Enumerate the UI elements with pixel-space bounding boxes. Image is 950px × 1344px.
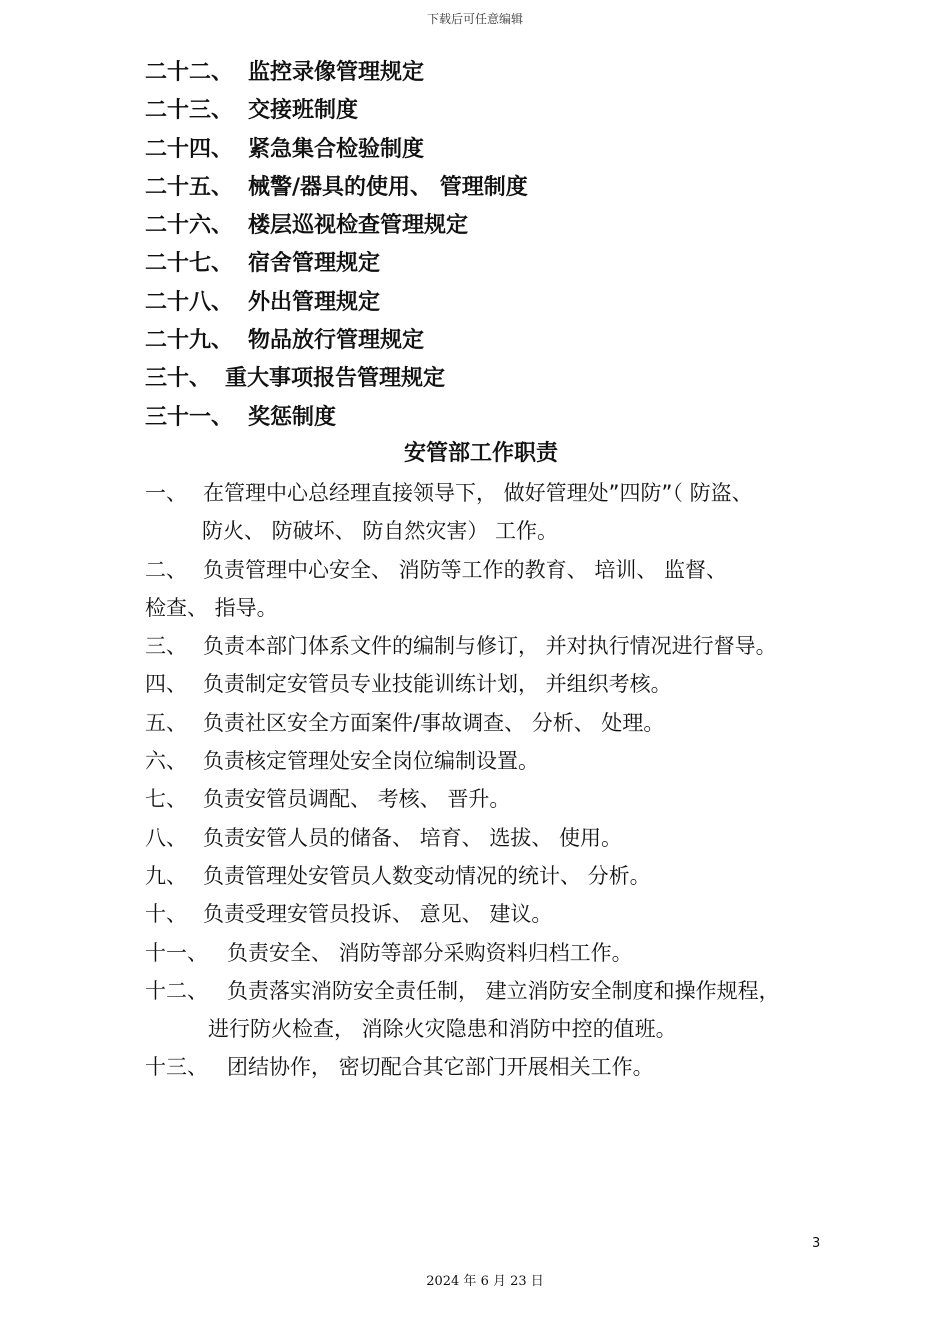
duty-number: 五、 (145, 710, 187, 735)
duty-text: 负责核定管理处安全岗位编制设置。 (203, 749, 539, 774)
toc-item (145, 92, 528, 130)
toc-item-title: 重大事项报告管理规定 (225, 366, 446, 392)
duty-text: 负责落实消防安全责任制， 建立消防安全制度和操作规程， (227, 978, 780, 1003)
duty-text: 负责本部门体系文件的编制与修订， 并对执行情况进行督导。 (203, 634, 777, 659)
duty-number: 一、 (145, 481, 187, 505)
toc-item (145, 245, 528, 283)
toc-item-number: 二十五、 (145, 174, 234, 200)
duty-number: 十二、 (145, 978, 208, 1003)
toc-list (145, 54, 528, 437)
toc-item (145, 284, 528, 322)
duty-number: 九、 (145, 863, 187, 888)
toc-item-title: 械警/器具的使用、 管理制度 (248, 174, 528, 200)
duty-text: 团结协作， 密切配合其它部门开展相关工作。 (227, 1055, 654, 1080)
toc-item (145, 169, 528, 207)
toc-item-number: 二十四、 (145, 136, 234, 162)
duty-item (145, 819, 845, 857)
duty-continuation: 防火、 防破坏、 防自然灾害） 工作。 (202, 519, 559, 544)
page-number: 3 (812, 1236, 821, 1251)
page-header: 下载后可任意编辑 (426, 12, 523, 26)
duty-continuation: 检查、 指导。 (145, 595, 278, 620)
toc-item-title: 外出管理规定 (248, 289, 381, 315)
section-title: 安管部工作职责 (403, 441, 558, 466)
duty-text: 负责社区安全方面案件/事故调查、 分析、 处理。 (203, 710, 665, 735)
toc-item-title: 宿舍管理规定 (248, 251, 381, 277)
toc-item-title: 交接班制度 (248, 98, 359, 124)
toc-item-number: 三十一、 (145, 404, 234, 430)
toc-item-title: 奖惩制度 (248, 404, 337, 430)
duty-number: 四、 (145, 672, 187, 697)
duty-item (145, 857, 845, 895)
duty-number: 十一、 (145, 940, 208, 965)
duty-text: 负责受理安管员投诉、 意见、 建议。 (203, 902, 553, 927)
toc-item (145, 399, 528, 437)
duty-item (145, 627, 845, 665)
toc-item (145, 54, 528, 92)
duty-text: 在管理中心总经理直接领导下， 做好管理处”四防”（ 防盗、 (203, 481, 753, 505)
toc-item-title: 监控录像管理规定 (248, 60, 425, 85)
duty-item (145, 665, 845, 703)
duty-item (145, 704, 845, 742)
duty-number: 七、 (145, 787, 187, 812)
duty-item (145, 742, 845, 780)
toc-item (145, 207, 528, 245)
toc-item-number: 二十九、 (145, 328, 234, 354)
duties-list (145, 474, 845, 1087)
toc-item-number: 二十三、 (145, 98, 234, 124)
duty-item (145, 934, 845, 972)
duty-item (145, 474, 845, 512)
toc-item-number: 二十八、 (145, 289, 234, 315)
duty-text: 负责管理处安管员人数变动情况的统计、 分析。 (203, 863, 651, 888)
duty-number: 十、 (145, 902, 187, 927)
duty-number: 八、 (145, 825, 187, 850)
duty-item (145, 1048, 845, 1086)
toc-item-number: 二十二、 (145, 60, 234, 85)
duty-number: 六、 (145, 749, 187, 774)
duty-text: 负责制定安管员专业技能训练计划， 并组织考核。 (203, 672, 672, 697)
toc-item-number: 二十六、 (145, 213, 234, 239)
toc-item-title: 紧急集合检验制度 (248, 136, 425, 162)
duty-number: 十三、 (145, 1055, 208, 1080)
duty-text: 负责安管员调配、 考核、 晋升。 (203, 787, 511, 812)
toc-item (145, 360, 528, 398)
duty-number: 二、 (145, 557, 187, 582)
duty-text: 负责管理中心安全、 消防等工作的教育、 培训、 监督、 (203, 557, 728, 582)
toc-item-title: 楼层巡视检查管理规定 (248, 213, 469, 239)
toc-item (145, 131, 528, 169)
duty-item (145, 895, 845, 933)
footer-date: 2024 年 6 月 23 日 (426, 1274, 544, 1289)
duty-item (145, 972, 845, 1010)
duty-item (145, 780, 845, 818)
toc-item (145, 322, 528, 360)
duty-item (145, 551, 845, 589)
duty-text: 负责安管人员的储备、 培育、 选拔、 使用。 (203, 825, 623, 850)
duty-text: 负责安全、 消防等部分采购资料归档工作。 (227, 940, 633, 965)
toc-item-title: 物品放行管理规定 (248, 328, 425, 354)
toc-item-number: 三十、 (145, 366, 212, 392)
duty-continuation: 进行防火检查， 消除火灾隐患和消防中控的值班。 (208, 1017, 677, 1042)
duty-number: 三、 (145, 634, 187, 659)
toc-item-number: 二十七、 (145, 251, 234, 277)
